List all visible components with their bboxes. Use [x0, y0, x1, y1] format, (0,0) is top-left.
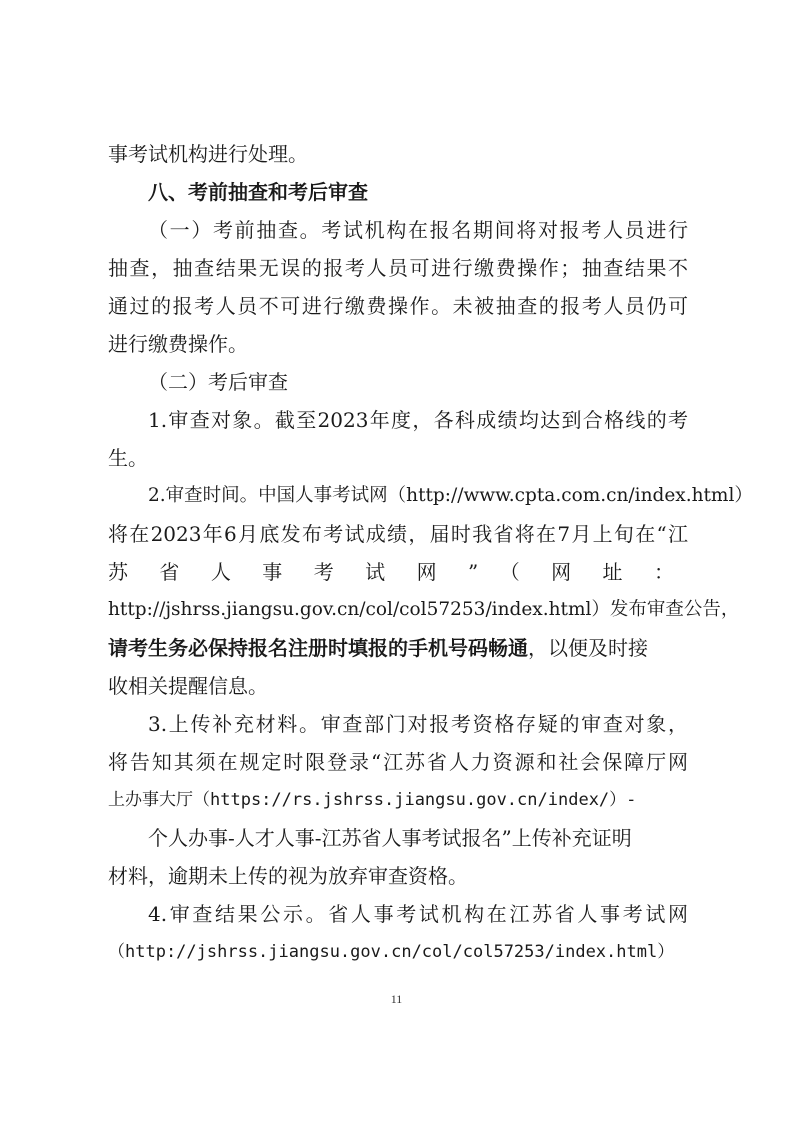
text-line: 4.审查结果公示。省人事考试机构在江苏省人事考试网 [148, 902, 688, 926]
text-line: 收相关提醒信息。 [108, 674, 268, 698]
text-line: 苏省人事考试网”（网址： [108, 560, 688, 584]
section-heading: 八、考前抽查和考后审查 [148, 180, 368, 204]
text-line: 事考试机构进行处理。 [108, 142, 308, 166]
text-line: 通过的报考人员不可进行缴费操作。未被抽查的报考人员仍可 [108, 294, 688, 318]
text-line: 2.审查时间。中国人事考试网（http://www.cpta.com.cn/index.html） [148, 485, 753, 506]
bold-notice: 请考生务必保持报名注册时填报的手机号码畅通 [108, 636, 528, 660]
text-line: 生。 [108, 446, 148, 470]
text-line: 3.上传补充材料。审查部门对报考资格存疑的审查对象， [148, 712, 688, 736]
text-span: ，以便及时接 [528, 636, 648, 660]
text-line: 材料，逾期未上传的视为放弃审查资格。 [108, 864, 468, 888]
text-line: 将在2023年6月底发布考试成绩，届时我省将在7月上旬在“江 [108, 522, 688, 546]
text-line: 个人办事-人才人事-江苏省人事考试报名”上传补充证明 [148, 826, 632, 850]
text-line: （一）考前抽查。考试机构在报名期间将对报考人员进行 [148, 218, 688, 242]
text-line: http://jshrss.jiangsu.gov.cn/col/col57253/index.html）发布审查公告， [108, 599, 740, 620]
text-line: （http://jshrss.jiangsu.gov.cn/col/col57253/index.html） [108, 942, 675, 962]
text-line-emphasis [108, 634, 688, 662]
text-line: 1.审查对象。截至2023年度，各科成绩均达到合格线的考 [148, 408, 688, 432]
text-line: 上办事大厅（https://rs.jshrss.jiangsu.gov.cn/index/）- [108, 790, 637, 810]
text-line: 进行缴费操作。 [108, 332, 248, 356]
text-line: 将告知其须在规定时限登录“江苏省人力资源和社会保障厅网 [108, 750, 688, 774]
subsection-heading: （二）考后审查 [148, 370, 288, 394]
text-line: 抽查，抽查结果无误的报考人员可进行缴费操作；抽查结果不 [108, 256, 688, 280]
page-number: 11 [390, 992, 403, 1006]
